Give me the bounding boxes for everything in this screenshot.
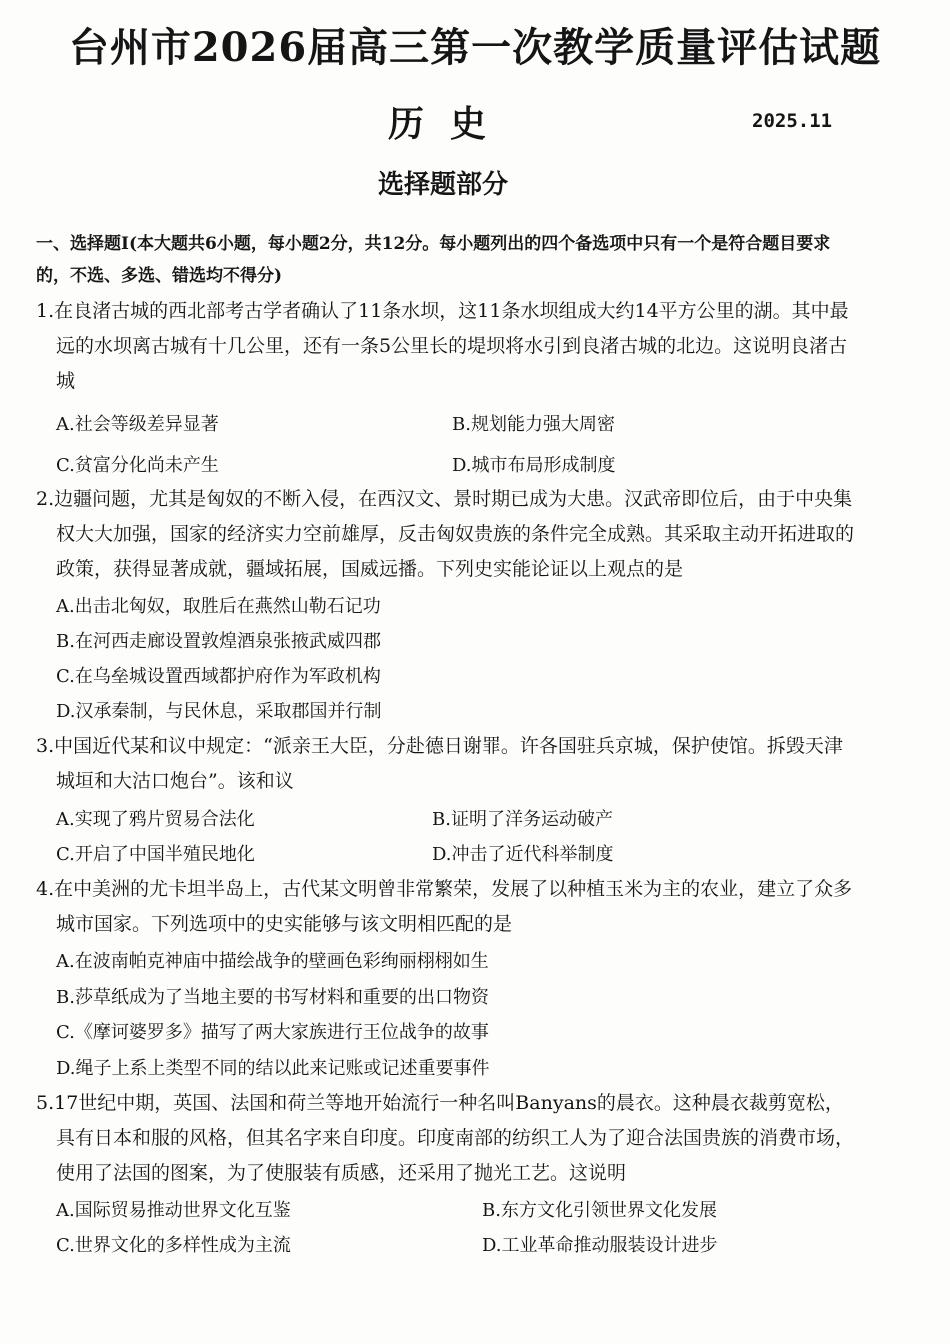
option-b: B.莎草纸成为了当地主要的书写材料和重要的出口物资	[56, 987, 489, 1008]
exam-date: 2025.11	[752, 110, 833, 132]
option-a: A.实现了鸦片贸易合法化	[56, 809, 255, 830]
option-d: D.冲击了近代科举制度	[432, 844, 614, 865]
option-c: C.《摩诃婆罗多》描写了两大家族进行王位战争的故事	[56, 1022, 489, 1043]
option-d: D.工业革命推动服装设计进步	[482, 1235, 718, 1256]
section-title: 选择题部分	[377, 170, 508, 200]
option-a: A.国际贸易推动世界文化互鉴	[56, 1200, 291, 1221]
question-4	[36, 872, 856, 942]
exam-title: 台州市2026届高三第一次教学质量评估试题	[68, 24, 882, 66]
question-stem: 2.边疆问题，尤其是匈奴的不断入侵，在西汉文、景时期已成为大患。汉武帝即位后，由于中央集权大大加强，国家的经济实力空前雄厚，反击匈奴贵族的条件完全成熟。其采取主动开拓进取的政策，获得显著成就，疆域拓展，国威远播。下列史实能论证以上观点的是	[36, 488, 855, 580]
option-b: B.规划能力强大周密	[452, 414, 615, 435]
option-d: D.城市布局形成制度	[452, 455, 616, 476]
question-5	[36, 1086, 856, 1191]
question-stem: 3.中国近代某和议中规定：“派亲王大臣，分赴德日谢罪。许各国驻兵京城，保护使馆。拆毁天津城垣和大沽口炮台”。该和议	[36, 735, 843, 792]
option-d: D.汉承秦制，与民休息，采取郡国并行制	[56, 701, 382, 722]
option-c: C.在乌垒城设置西域都护府作为军政机构	[56, 666, 381, 687]
option-b: B.在河西走廊设置敦煌酒泉张掖武威四郡	[56, 631, 381, 652]
option-d: D.绳子上系上类型不同的结以此来记账或记述重要事件	[56, 1058, 490, 1079]
option-a: A.在波南帕克神庙中描绘战争的壁画色彩绚丽栩栩如生	[56, 951, 489, 972]
option-b: B.证明了洋务运动破产	[432, 809, 613, 830]
option-c: C.世界文化的多样性成为主流	[56, 1235, 291, 1256]
option-b: B.东方文化引领世界文化发展	[482, 1200, 717, 1221]
option-c: C.开启了中国半殖民地化	[56, 844, 255, 865]
question-1	[36, 294, 856, 399]
question-stem: 1.在良渚古城的西北部考古学者确认了11条水坝，这11条水坝组成大约14平方公里的湖。其中最远的水坝离古城有十几公里，还有一条5公里长的堤坝将水引到良渚古城的北边。这说明良渚古城	[36, 300, 849, 392]
option-a: A.出击北匈奴，取胜后在燕然山勒石记功	[56, 596, 381, 617]
question-stem: 5.17世纪中期，英国、法国和荷兰等地开始流行一种名叫Banyans的晨衣。这种晨衣裁剪宽松，具有日本和服的风格，但其名字来自印度。印度南部的纺织工人为了迎合法国贵族的消费市场，使用了法国的图案，为了使服装有质感，还采用了抛光工艺。这说明	[36, 1092, 855, 1184]
subject-title: 历史	[387, 103, 512, 145]
option-a: A.社会等级差异显著	[56, 414, 219, 435]
question-3	[36, 729, 856, 799]
question-stem: 4.在中美洲的尤卡坦半岛上，古代某文明曾非常繁荣，发展了以种植玉米为主的农业，建立了众多城市国家。下列选项中的史实能够与该文明相匹配的是	[36, 878, 853, 935]
section-instructions: 一、选择题Ⅰ(本大题共6小题，每小题2分，共12分。每小题列出的四个备选项中只有一个是符合题目要求的，不选、多选、错选均不得分)	[36, 234, 831, 286]
question-2	[36, 482, 856, 587]
option-c: C.贫富分化尚未产生	[56, 455, 219, 476]
